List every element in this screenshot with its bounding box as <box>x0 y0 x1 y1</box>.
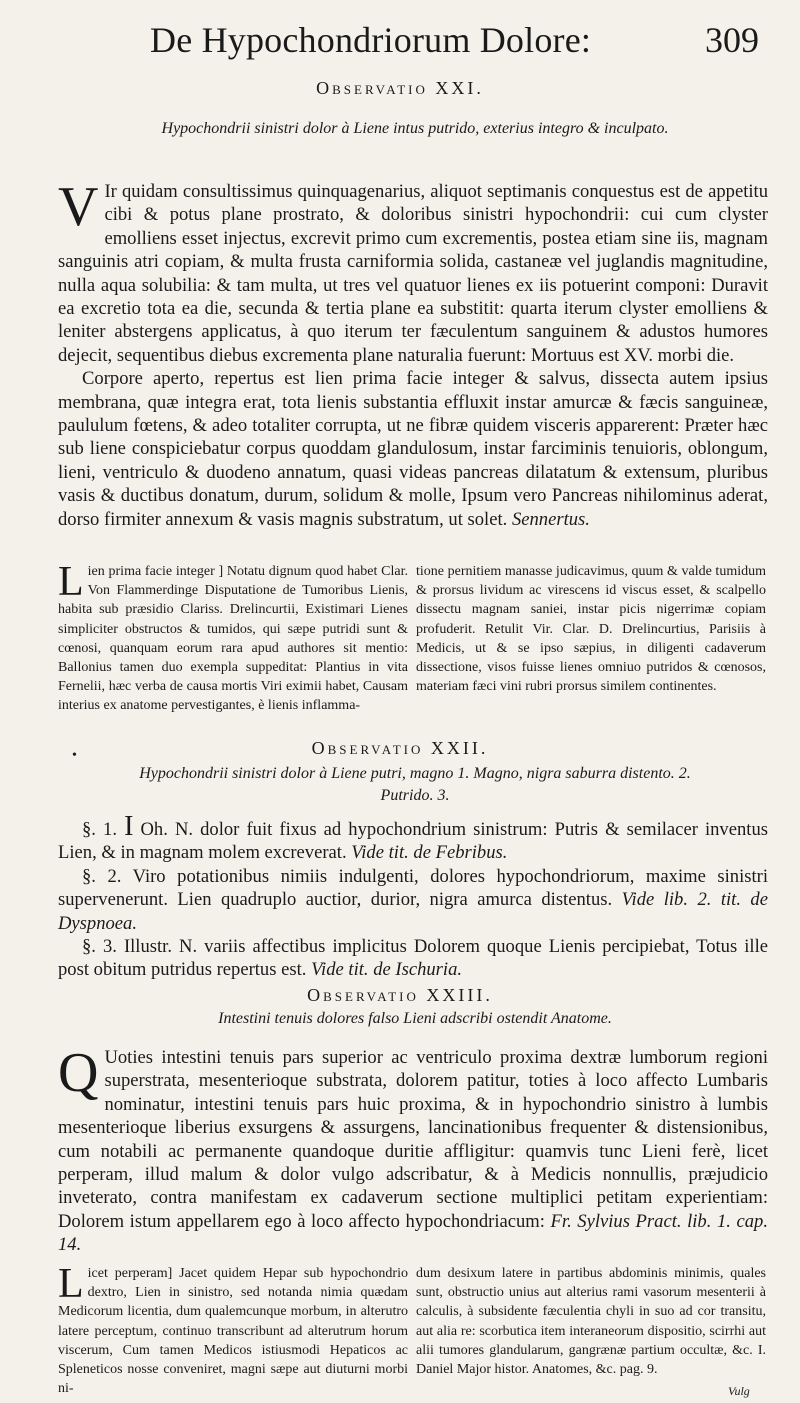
observation-21-text <box>58 176 768 531</box>
section-number: §. 1. <box>82 819 117 840</box>
note-1-left-column <box>58 559 408 716</box>
section-number: §. 2. <box>82 865 122 887</box>
dropcap-i: I <box>124 811 134 842</box>
cross-reference: Vide lib. 2. tit. de Dyspnoea. <box>58 889 768 934</box>
section-3 <box>58 935 768 982</box>
note-1-right-column <box>416 562 766 696</box>
section-text: Viro potationibus nimiis indulgenti, dolores hypochondriorum, maxime sinistri supervenerunt. Lien quadruplo auctior, durior, nigra amurca distentus. <box>58 865 768 911</box>
observation-22-heading: Observatio XXII. <box>311 738 489 758</box>
section-1 <box>58 811 768 865</box>
running-title: De Hypochondriorum Dolore: <box>150 20 592 60</box>
observation-23-source: Fr. Sylvius Pract. lib. 1. cap. 14. <box>58 1210 768 1256</box>
note-1-right-text: tione pernitiem manasse judicavimus, quum & valde tumidum & prorsus lividum ac virescens id viscus esset, & scalpello dissectu magnam saniei, instar picis nigerrimæ copiam profuderit. Retulit Vir. Clar. D. Drelincurtius, Parisiis à Medicis, ut & se ipso sæpius, in diligenti cadaverum dissectione, visos fuisse lienes omniuo putridos & cœnosos, materiam fæci vini rubri prorsus similem continentes. <box>416 564 766 695</box>
cross-reference: Vide tit. de Febribus. <box>351 842 508 864</box>
observation-21-para-1: Ir quidam consultissimus quinquagenarius, aliquot septimanis conquestus est de appetitu cibi & potus plane prostrato, & doloribus sinistri hypochondrii: cui cum clyster emolliens esset injectus, excrevit primo cum excrementis, postea etiam sine iis, magnam sanguinis atri copiam, & multa frusta carniformia solida, castaneæ vel juglandis magnitudine, nulla aqua solubilia: & tam multa, ut tres vel quatuor lienes ex iis potuerint componi: Duravit ea excretio tota ea die, secunda & tertia plane ea substitit: quarta iterum clyster emolliens & leniter abstergens applicatus, à quo iterum ter fæculentum sanguinem & adustos humores dejecit, sequentibus diebus excrementa plane naturalia fuerunt: Mortuus est XV. morbi die. <box>58 181 768 366</box>
ornament-dot: • <box>72 748 77 763</box>
observation-23-para: Uoties intestini tenuis pars superior ac ventriculo proxima dextræ lumborum regioni superstrata, mesenterioque substrata, dolorem patitur, toties à loco affecto Lumbaris nominatur, intestini tenuis pars huic proxima, & in hypochondrio sinistro à lumbis mesenterioque liberius exsurgens & assurgens, lancinationibus frequenter & distensionibus, cum notabili ac permanente quandoque duritie affligitur: quamvis tunc Lieni ferè, licet perperam, illud malum & dolor vulgo adscribatur, & à Medicis nonnullis, præjudicio inveterato, contra manifestam ex cadaverum sectione multiplici petitam experientiam: Dolorem istum appellarem ego à loco affecto hypochondriacum: <box>58 1047 768 1232</box>
observation-22-subtitle: Hypochondrii sinistri dolor à Liene putri, magno 1. Magno, nigra saburra distento. 2. Putrido. 3. <box>139 765 691 804</box>
section-text: Oh. N. dolor fuit fixus ad hypochondrium sinistrum: Putris & semilacer inventus Lien, & in magnam molem excreverat. <box>58 819 768 864</box>
observation-23-heading: Observatio XXIII. <box>307 985 493 1005</box>
note-1-dropcap: L <box>58 559 84 605</box>
observation-22-list <box>58 811 768 982</box>
note-2-dropcap: L <box>58 1261 84 1307</box>
note-2-right-text: dum desixum latere in partibus abdominis minimis, quales sunt, obstructio unius aut alterius rami vasorum mesenterii à calculis, à subsidente fæculentia chyli in suo ad cor transitu, aut alia re: scorbutica item interaneorum dispositio, scirrhi aut alii tumores glandularum, gangrænæ partium occultæ, &c. I. Daniel Major histor. Anatomes, &c. pag. 9. <box>416 1266 766 1378</box>
note-1-left-text: ien prima facie integer ] Notatu dignum quod habet Clar. Von Flammerdinge Disputatione de Tumoribus Lienis, habita sub præsidio Clariss. Drelincurtii, Existimari Lienes simpliciter obstructos & tumidos, qui sæpe putridi sunt & cœnosi, quanquam eorum rara apud authores sit mentio: Ballonius tamen duo exempla suppeditat: Plantius in vita Fernelii, hæc verba de causa mortis Viri eximii habet, Causam interius ex anatome pervestigantes, è lienis inflamma- <box>58 564 408 714</box>
observation-21-heading: Observatio XXI. <box>316 78 484 98</box>
catchword: Vulg <box>728 1384 750 1398</box>
dropcap-q: Q <box>58 1042 99 1104</box>
page-number: 309 <box>705 20 759 60</box>
observation-21-subtitle: Hypochondrii sinistri dolor à Liene intus putrido, exterius integro & inculpato. <box>161 120 669 137</box>
observation-21-para-2: Corpore aperto, repertus est lien prima facie integer & salvus, dissecta autem ipsius membrana, quæ integra erat, tota lienis substantia effluxit instar amurcæ & fæcis sanguineæ, paululum fœtens, & adeo totaliter corrupta, ut ne fibræ quidem visceris apparerent: Præter hæc sub liene conspiciebatur corpus quoddam glandulosum, instar farciminis tenuioris, oblongum, lieni, ventriculo & duodeno annatum, quasi videas pancreas dilatatum & extensum, pluribus vasis & ductibus donatum, durum, solidum & molle, Ipsum vero Pancreas nihilominus aderat, dorso firmiter annexum & vasis magnis substratum, ut solet. <box>58 368 768 530</box>
section-number: §. 3. <box>82 936 117 958</box>
section-2 <box>58 865 768 935</box>
observation-23-subtitle: Intestini tenuis dolores falso Lieni adscribi ostendit Anatome. <box>218 1010 612 1027</box>
observation-21-source: Sennertus. <box>511 508 590 530</box>
cross-reference: Vide tit. de Ischuria. <box>311 959 463 981</box>
note-2-left-text: icet perperam] Jacet quidem Hepar sub hypochondrio dextro, Lien in sinistro, sed notanda nimia quædam Medicorum licentia, dum qualemcunque morbum, in alterutro latere perceptum, continuo transcribunt ad alterutrum horum viscerum, Cum tamen Medicos istiusmodi Hepaticos ac Spleneticos nosse conveniret, magni sæpe aut diuturni morbi ni- <box>58 1266 408 1397</box>
note-2-left-column <box>58 1261 408 1398</box>
section-text: Illustr. N. variis affectibus implicitus Dolorem quoque Lienis percipiebat, Totus ille post obitum putridus repertus est. <box>58 936 768 981</box>
dropcap-v: V <box>58 176 99 238</box>
note-2-right-column <box>416 1264 766 1379</box>
observation-23-text <box>58 1042 768 1257</box>
